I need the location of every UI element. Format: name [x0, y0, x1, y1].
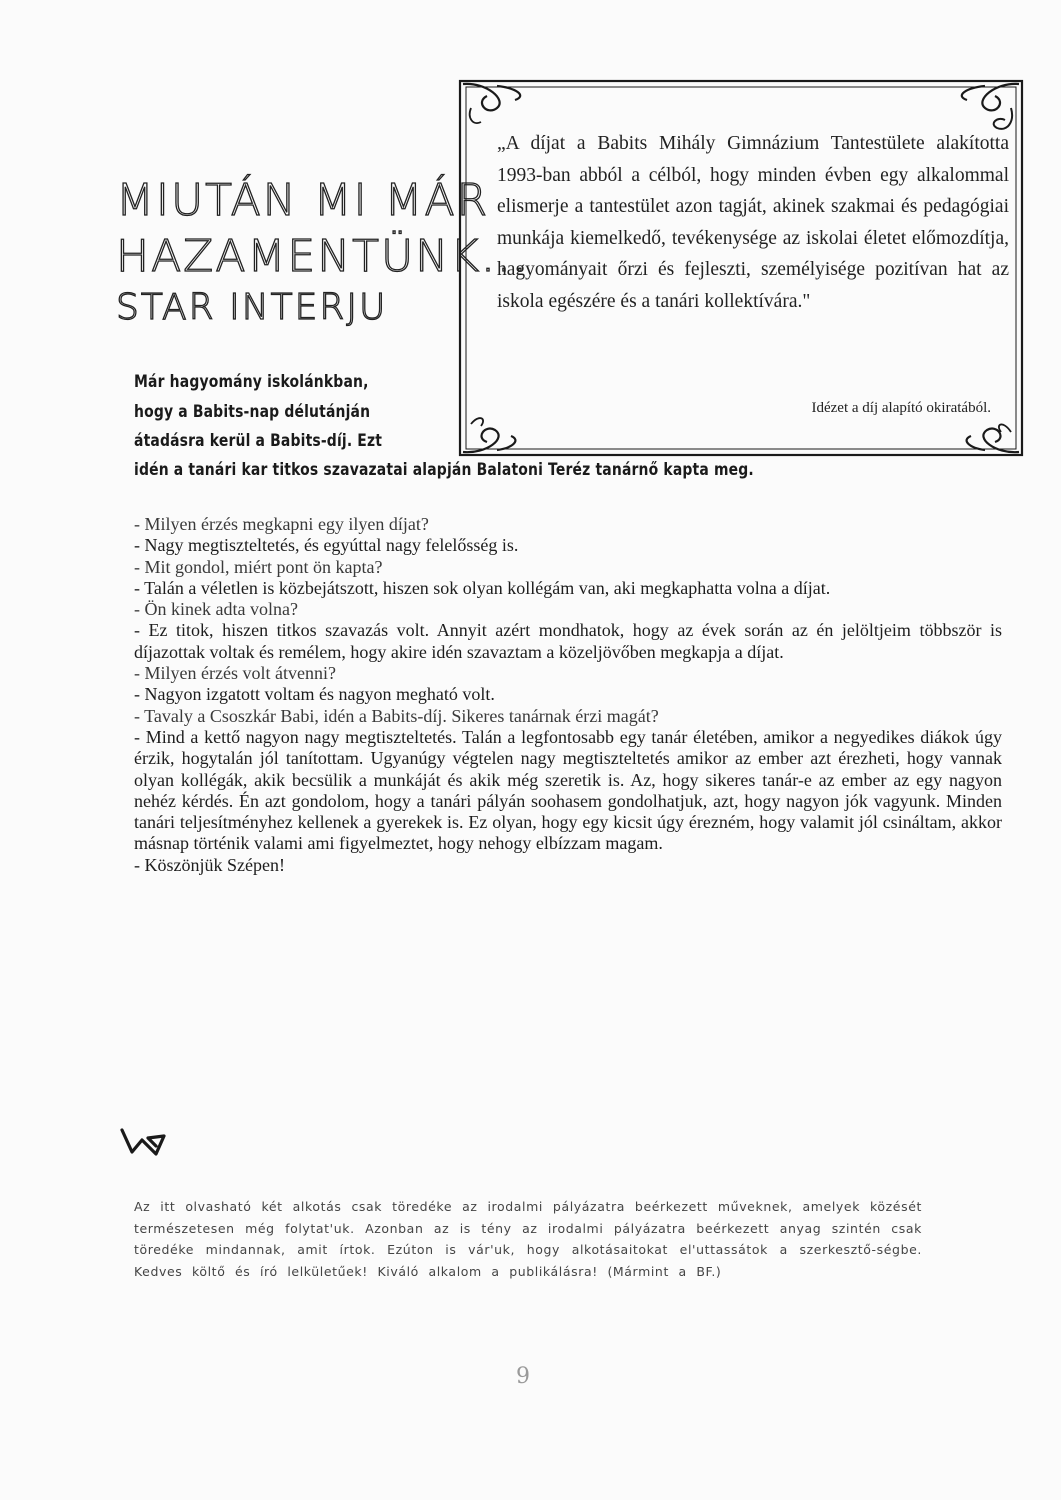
article-title — [116, 175, 529, 328]
hand-drawn-arrow-icon — [118, 1126, 166, 1160]
interview-question: - Ön kinek adta volna? — [134, 599, 298, 620]
interview-answer: - Nagyon izgatott voltam és nagyon megható volt. — [134, 684, 495, 705]
interview-question: - Milyen érzés megkapni egy ilyen díjat? — [134, 514, 429, 534]
title-line-1: MIUTÁN MI MÁR — [116, 175, 490, 226]
interview-question: - Milyen érzés volt átvenni? — [134, 663, 336, 684]
lead-line-2: hogy a Babits-nap délutánján — [134, 402, 371, 422]
quote-box — [457, 78, 1025, 458]
title-line-2: HAZAMENTÜNK... — [116, 231, 529, 282]
interview-answer: - Mind a kettő nagyon nagy megtiszteltetés. Talán a legfontosabb egy tanár életében, amikor a negyedikes diákok úgy érzik, hogytalán jól tanítottam. Ugyanúgy végtelen nagy megtiszteltetés amikor az ember azt érezheti, hogy vannak olyan kollégák, akik becsülik a munkáját és akik még szeretik is. Az, hogy sikeres tanár-e az ember az egy nagyon nehéz kérdés. Én azt gondolom, hogy a tanári pályán soohasem gondolhatjuk, azt, hogy nagyon jók vagyunk. Minden tanári teljesítményhez kellenek a gyerekek is. Ez olyan, hogy egy kicsit úgy érezném, hogy valamit jól csináltam, akkor másnap történik valami ami figyelmeztet, hogy nehogy elbízzam magam. — [134, 726, 1002, 854]
title-subtitle: STAR INTERJU — [116, 287, 388, 328]
lead-line-4: idén a tanári kar titkos szavazatai alapján Balatoni Teréz tanárnő kapta meg. — [134, 460, 754, 480]
quote-source: Idézet a díj alapító okiratából. — [811, 400, 991, 416]
interview-answer: - Köszönjük Szépen! — [134, 854, 285, 875]
quote-text: „A díjat a Babits Mihály Gimnázium Tantestülete alakította 1993-ban abból a célból, hogy minden évben egy alkalommal elismerje a tantestület azon tagját, akinek szakmai és pedagógiai munkája kiemelkedő, tevékenysége az iskolai életet előmozdítja, hagyományait őrzi és fejleszti, személyisége pozitívan hat az iskola egészére és a tanári kollektívára." — [497, 133, 1009, 312]
lead-line-3: átadásra kerül a Babits-díj. Ezt — [134, 431, 383, 451]
interview-body — [134, 514, 1002, 876]
interview-answer: - Ez titok, hiszen titkos szavazás volt. Annyit azért mondhatok, hogy az évek során az én jelöltjeim többször is díjazottak voltak és remélem, hogy akire idén szavaztam a közeljövőben megkapja a díjat. — [134, 620, 1002, 662]
interview-answer: - Talán a véletlen is közbejátszott, hiszen sok olyan kollégám van, aki megkaphatta volna a díjat. — [134, 577, 831, 598]
lead-line-1: Már hagyomány iskolánkban, — [134, 372, 369, 392]
footer-note: Az itt olvasható két alkotás csak töredéke az irodalmi pályázatra beérkezett műveknek, amelyek közését természetesen még folytat'uk. Azonban az is tény az irodalmi pályázatra beérkezett anyag szintén csak töredéke mindannak, amit írtok. Ezúton is vár'uk, hogy alkotásaitokat el'uttassátok a szerkesztő-ségbe. Kedves költő és író lelkületűek! Kiváló alkalom a publikálásra! (Mármint a BF.) — [134, 1199, 922, 1279]
page-number: 9 — [516, 1364, 530, 1389]
interview-answer: - Nagy megtiszteltetés, és egyúttal nagy felelősség is. — [134, 535, 519, 556]
interview-question: - Mit gondol, miért pont ön kapta? — [134, 556, 383, 577]
interview-question: - Tavaly a Csoszkár Babi, idén a Babits-díj. Sikeres tanárnak érzi magát? — [134, 705, 659, 726]
